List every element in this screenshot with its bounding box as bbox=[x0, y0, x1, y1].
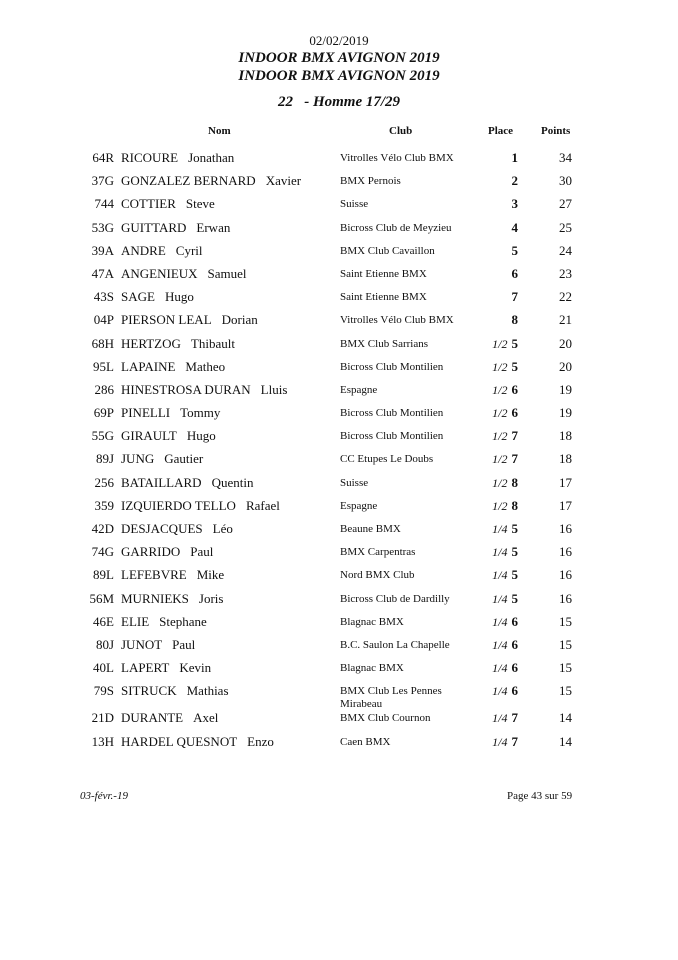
rider-club: Blagnac BMX bbox=[340, 615, 404, 628]
rider-place bbox=[470, 451, 518, 467]
rider-surname: LAPERT bbox=[121, 660, 170, 676]
rider-club: Suisse bbox=[340, 476, 369, 489]
rider-club: Espagne bbox=[340, 499, 378, 512]
table-row bbox=[0, 148, 678, 171]
rider-name bbox=[121, 521, 233, 537]
rider-place bbox=[470, 660, 518, 676]
rider-firstname: Hugo bbox=[164, 289, 194, 305]
results-table bbox=[0, 148, 678, 755]
rider-plate: 286 bbox=[94, 381, 114, 397]
rider-points: 20 bbox=[559, 358, 572, 374]
rider-place-value: 5 bbox=[511, 335, 518, 351]
rider-place bbox=[470, 710, 518, 726]
rider-name bbox=[121, 734, 274, 750]
rider-place bbox=[470, 312, 518, 328]
rider-points: 22 bbox=[559, 289, 572, 305]
rider-plate: 69P bbox=[93, 405, 114, 421]
rider-place bbox=[470, 359, 518, 375]
rider-firstname: Erwan bbox=[196, 219, 231, 235]
table-row bbox=[0, 334, 678, 357]
rider-club: Saint Etienne BMX bbox=[340, 291, 427, 304]
rider-firstname: Paul bbox=[172, 636, 196, 652]
rider-surname: SITRUCK bbox=[121, 683, 177, 699]
table-row bbox=[0, 426, 678, 449]
rider-round: 1/2 bbox=[492, 452, 508, 467]
page-number: Page 43 sur 59 bbox=[507, 790, 573, 802]
rider-points: 24 bbox=[559, 242, 572, 258]
rider-plate: 68H bbox=[91, 335, 114, 351]
rider-place bbox=[470, 150, 518, 166]
rider-surname: LAPAINE bbox=[121, 358, 176, 374]
rider-place-value: 6 bbox=[511, 613, 518, 629]
rider-place-value: 7 bbox=[511, 428, 518, 444]
rider-points: 20 bbox=[559, 335, 572, 351]
rider-plate: 47A bbox=[91, 265, 114, 281]
rider-plate: 46E bbox=[93, 613, 114, 629]
rider-place bbox=[470, 475, 518, 491]
rider-plate: 13H bbox=[91, 733, 114, 749]
rider-name bbox=[121, 498, 280, 514]
rider-surname: LEFEBVRE bbox=[121, 567, 187, 583]
rider-surname: HINESTROSA DURAN bbox=[121, 381, 251, 397]
rider-plate: 04P bbox=[93, 312, 114, 328]
rider-firstname: Enzo bbox=[247, 733, 274, 749]
rider-plate: 37G bbox=[91, 173, 114, 189]
rider-place-value: 7 bbox=[511, 733, 518, 749]
rider-firstname: Cyril bbox=[175, 242, 203, 258]
rider-round: 1/4 bbox=[492, 614, 508, 629]
rider-points: 16 bbox=[559, 521, 572, 536]
rider-place-value: 6 bbox=[511, 405, 518, 421]
table-row bbox=[0, 380, 678, 403]
rider-points: 17 bbox=[559, 474, 572, 490]
rider-round: 1/2 bbox=[492, 475, 508, 490]
rider-plate: 64R bbox=[92, 150, 114, 165]
rider-plate: 43S bbox=[93, 289, 114, 305]
rider-plate: 53G bbox=[91, 219, 114, 235]
rider-name bbox=[121, 336, 235, 352]
rider-plate: 74G bbox=[91, 544, 114, 560]
rider-points: 19 bbox=[559, 381, 572, 397]
rider-name bbox=[121, 359, 225, 375]
rider-place-value: 6 bbox=[511, 683, 518, 699]
rider-surname: IZQUIERDO TELLO bbox=[121, 497, 236, 513]
rider-round: 1/4 bbox=[492, 637, 508, 652]
table-row bbox=[0, 708, 678, 731]
rider-club: Bicross Club Montilien bbox=[340, 430, 444, 443]
rider-surname: JUNG bbox=[121, 451, 155, 467]
rider-firstname: Xavier bbox=[265, 173, 302, 189]
rider-place bbox=[470, 289, 518, 305]
rider-place-value: 6 bbox=[511, 265, 518, 281]
rider-name bbox=[121, 150, 234, 166]
rider-place bbox=[470, 382, 518, 398]
rider-points: 18 bbox=[559, 451, 572, 467]
rider-firstname: Kevin bbox=[179, 660, 212, 676]
rider-club: BMX Carpentras bbox=[340, 546, 416, 559]
rider-club: BMX Club Sarrians bbox=[340, 337, 428, 350]
rider-place-value: 7 bbox=[511, 451, 518, 467]
rider-round: 1/4 bbox=[492, 568, 508, 583]
rider-firstname: Paul bbox=[190, 544, 214, 560]
rider-plate: 55G bbox=[91, 428, 114, 444]
rider-place bbox=[470, 614, 518, 630]
rider-surname: BATAILLARD bbox=[121, 474, 202, 490]
table-row bbox=[0, 357, 678, 380]
rider-firstname: Rafael bbox=[245, 497, 280, 513]
table-row bbox=[0, 565, 678, 588]
rider-place-value: 8 bbox=[511, 497, 518, 513]
rider-surname: GIRAULT bbox=[121, 428, 177, 444]
event-title: INDOOR BMX AVIGNON 2019 bbox=[238, 50, 440, 66]
rider-club: Bicross Club de Meyzieu bbox=[340, 221, 452, 234]
rider-club: Suisse bbox=[340, 198, 369, 211]
rider-firstname: Mike bbox=[196, 567, 225, 583]
rider-name bbox=[121, 405, 220, 421]
table-row bbox=[0, 732, 678, 755]
rider-surname: ELIE bbox=[121, 613, 150, 629]
rider-place bbox=[470, 591, 518, 607]
rider-firstname: Steve bbox=[185, 196, 215, 212]
rider-points: 19 bbox=[559, 405, 572, 421]
table-row bbox=[0, 635, 678, 658]
table-row bbox=[0, 194, 678, 217]
rider-surname: DURANTE bbox=[121, 710, 184, 726]
rider-place-value: 7 bbox=[511, 289, 518, 305]
table-row bbox=[0, 681, 678, 711]
rider-firstname: Jonathan bbox=[188, 150, 235, 165]
rider-round: 1/4 bbox=[492, 734, 508, 749]
rider-round: 1/4 bbox=[492, 545, 508, 560]
rider-place bbox=[470, 173, 518, 189]
rider-surname: DESJACQUES bbox=[121, 521, 203, 536]
rider-place-value: 5 bbox=[511, 358, 518, 374]
table-row bbox=[0, 519, 678, 542]
rider-place bbox=[470, 567, 518, 583]
rider-points: 16 bbox=[559, 567, 572, 583]
rider-plate: 95L bbox=[93, 358, 114, 374]
rider-name bbox=[121, 710, 218, 726]
rider-place-value: 7 bbox=[511, 710, 518, 726]
rider-plate: 21D bbox=[91, 710, 114, 726]
rider-round: 1/2 bbox=[492, 498, 508, 513]
rider-points: 16 bbox=[559, 590, 572, 606]
rider-name bbox=[121, 266, 247, 282]
rider-firstname: Mathias bbox=[186, 683, 229, 699]
rider-plate: 79S bbox=[93, 683, 114, 699]
rider-surname: GARRIDO bbox=[121, 544, 181, 560]
rider-surname: GONZALEZ BERNARD bbox=[121, 173, 256, 189]
rider-firstname: Samuel bbox=[207, 265, 247, 281]
rider-club: Beaune BMX bbox=[340, 523, 401, 535]
rider-surname: COTTIER bbox=[121, 196, 176, 212]
rider-points: 16 bbox=[559, 544, 572, 560]
rider-round: 1/4 bbox=[492, 591, 508, 606]
rider-place bbox=[470, 220, 518, 236]
rider-surname: PINELLI bbox=[121, 405, 171, 421]
print-date: 03-févr.-19 bbox=[80, 790, 128, 802]
rider-club: BMX Club Cavaillon bbox=[340, 244, 435, 257]
rider-points: 27 bbox=[559, 196, 572, 212]
rider-place bbox=[470, 734, 518, 750]
table-row bbox=[0, 449, 678, 472]
rider-firstname: Joris bbox=[198, 590, 224, 606]
column-header-nom: Nom bbox=[208, 125, 231, 137]
rider-points: 30 bbox=[559, 173, 572, 189]
rider-round: 1/4 bbox=[492, 684, 508, 699]
rider-place bbox=[470, 498, 518, 514]
rider-place-value: 8 bbox=[511, 312, 518, 328]
rider-firstname: Thibault bbox=[190, 335, 235, 351]
rider-plate: 89L bbox=[93, 567, 114, 583]
report-date: 02/02/2019 bbox=[309, 33, 369, 48]
rider-place-value: 1 bbox=[511, 150, 518, 165]
table-row bbox=[0, 658, 678, 681]
rider-points: 18 bbox=[559, 428, 572, 444]
table-row bbox=[0, 496, 678, 519]
rider-place-value: 2 bbox=[511, 173, 518, 189]
event-title-repeat: INDOOR BMX AVIGNON 2019 bbox=[238, 68, 440, 84]
rider-name bbox=[121, 428, 216, 444]
rider-club: Vitrolles Vélo Club BMX bbox=[340, 314, 454, 327]
rider-points: 15 bbox=[559, 636, 572, 652]
rider-points: 34 bbox=[559, 150, 572, 165]
table-row bbox=[0, 241, 678, 264]
rider-firstname: Stephane bbox=[159, 613, 207, 629]
rider-place bbox=[470, 336, 518, 352]
rider-place bbox=[470, 521, 518, 537]
rider-points: 14 bbox=[559, 733, 572, 749]
rider-name bbox=[121, 220, 230, 236]
rider-points: 25 bbox=[559, 219, 572, 235]
rider-round: 1/4 bbox=[492, 661, 508, 676]
rider-place-value: 4 bbox=[511, 219, 518, 235]
rider-round: 1/2 bbox=[492, 406, 508, 421]
rider-place-value: 5 bbox=[511, 567, 518, 583]
rider-firstname: Matheo bbox=[185, 358, 226, 374]
rider-club: BMX Club Les Pennes Mirabeau bbox=[340, 685, 442, 711]
rider-club: CC Etupes Le Doubs bbox=[340, 453, 434, 466]
rider-club: Vitrolles Vélo Club BMX bbox=[340, 152, 454, 164]
rider-place bbox=[470, 243, 518, 259]
rider-plate: 256 bbox=[94, 474, 114, 490]
rider-points: 15 bbox=[559, 683, 572, 699]
rider-place bbox=[470, 544, 518, 560]
rider-club: Espagne bbox=[340, 383, 378, 396]
rider-surname: JUNOT bbox=[121, 636, 163, 652]
rider-firstname: Dorian bbox=[221, 312, 258, 328]
rider-surname: HARDEL QUESNOT bbox=[121, 733, 238, 749]
rider-place bbox=[470, 428, 518, 444]
rider-name bbox=[121, 660, 211, 676]
rider-club: Blagnac BMX bbox=[340, 662, 404, 675]
table-row bbox=[0, 310, 678, 333]
rider-surname: GUITTARD bbox=[121, 219, 187, 235]
rider-surname: ANGENIEUX bbox=[121, 265, 198, 281]
rider-firstname: Tommy bbox=[180, 405, 221, 421]
table-row bbox=[0, 264, 678, 287]
rider-surname: ANDRE bbox=[121, 242, 166, 258]
rider-place bbox=[470, 405, 518, 421]
rider-name bbox=[121, 567, 224, 583]
rider-place bbox=[470, 196, 518, 212]
rider-name bbox=[121, 243, 203, 259]
rider-name bbox=[121, 382, 287, 398]
rider-plate: 40L bbox=[93, 660, 114, 676]
rider-firstname: Gautier bbox=[164, 451, 204, 467]
rider-points: 23 bbox=[559, 265, 572, 281]
table-row bbox=[0, 171, 678, 194]
rider-place-value: 5 bbox=[511, 590, 518, 606]
rider-name bbox=[121, 173, 301, 189]
rider-club: BMX Club Cournon bbox=[340, 712, 431, 725]
rider-points: 14 bbox=[559, 710, 572, 726]
rider-round: 1/4 bbox=[492, 711, 508, 726]
rider-place bbox=[470, 683, 518, 699]
table-row bbox=[0, 589, 678, 612]
rider-name bbox=[121, 683, 229, 699]
rider-plate: 39A bbox=[91, 242, 114, 258]
rider-place-value: 3 bbox=[511, 196, 518, 212]
table-row bbox=[0, 218, 678, 241]
rider-firstname: Hugo bbox=[186, 428, 216, 444]
rider-plate: 744 bbox=[94, 196, 114, 212]
column-header-place: Place bbox=[488, 125, 514, 137]
rider-round: 1/4 bbox=[492, 522, 508, 536]
rider-place-value: 6 bbox=[511, 660, 518, 676]
rider-plate: 80J bbox=[95, 636, 114, 652]
rider-plate: 42D bbox=[91, 521, 114, 536]
rider-points: 15 bbox=[559, 613, 572, 629]
rider-name bbox=[121, 544, 213, 560]
rider-surname: PIERSON LEAL bbox=[121, 312, 212, 328]
rider-club: Caen BMX bbox=[340, 735, 391, 748]
rider-place-value: 6 bbox=[511, 636, 518, 652]
rider-place-value: 5 bbox=[511, 544, 518, 560]
rider-name bbox=[121, 475, 253, 491]
rider-points: 17 bbox=[559, 497, 572, 513]
rider-name bbox=[121, 591, 223, 607]
rider-surname: MURNIEKS bbox=[121, 590, 189, 606]
rider-round: 1/2 bbox=[492, 382, 508, 397]
rider-club: Saint Etienne BMX bbox=[340, 267, 427, 280]
rider-name bbox=[121, 637, 195, 653]
rider-place-value: 6 bbox=[511, 381, 518, 397]
rider-place bbox=[470, 266, 518, 282]
rider-round: 1/2 bbox=[492, 429, 508, 444]
rider-place bbox=[470, 637, 518, 653]
table-row bbox=[0, 542, 678, 565]
rider-round: 1/2 bbox=[492, 359, 508, 374]
rider-round: 1/2 bbox=[492, 336, 508, 351]
rider-surname: HERTZOG bbox=[121, 335, 181, 351]
table-row bbox=[0, 287, 678, 310]
rider-club: BMX Pernois bbox=[340, 175, 401, 188]
rider-club: Bicross Club de Dardilly bbox=[340, 592, 450, 605]
rider-club: B.C. Saulon La Chapelle bbox=[340, 638, 450, 651]
column-header-points: Points bbox=[541, 125, 571, 137]
rider-place-value: 5 bbox=[511, 521, 518, 536]
rider-points: 21 bbox=[559, 312, 572, 328]
rider-firstname: Quentin bbox=[211, 474, 254, 490]
rider-firstname: Axel bbox=[193, 710, 219, 726]
column-header-club: Club bbox=[389, 125, 413, 137]
rider-surname: SAGE bbox=[121, 289, 155, 305]
rider-plate: 359 bbox=[94, 497, 114, 513]
rider-surname: RICOURE bbox=[121, 150, 179, 165]
rider-points: 15 bbox=[559, 660, 572, 676]
rider-place-value: 5 bbox=[511, 242, 518, 258]
rider-name bbox=[121, 312, 258, 328]
table-row bbox=[0, 403, 678, 426]
rider-plate: 56M bbox=[89, 590, 114, 606]
rider-club: Bicross Club Montilien bbox=[340, 360, 444, 373]
rider-club: Bicross Club Montilien bbox=[340, 407, 444, 420]
rider-name bbox=[121, 451, 203, 467]
rider-place-value: 8 bbox=[511, 474, 518, 490]
rider-name bbox=[121, 289, 194, 305]
rider-name bbox=[121, 196, 215, 212]
rider-club: Nord BMX Club bbox=[340, 569, 415, 582]
category-title: 22 - Homme 17/29 bbox=[277, 94, 401, 110]
rider-firstname: Lluis bbox=[260, 381, 288, 397]
table-row bbox=[0, 612, 678, 635]
table-row bbox=[0, 473, 678, 496]
rider-firstname: Léo bbox=[212, 521, 233, 536]
rider-name bbox=[121, 614, 207, 630]
rider-plate: 89J bbox=[95, 451, 114, 467]
